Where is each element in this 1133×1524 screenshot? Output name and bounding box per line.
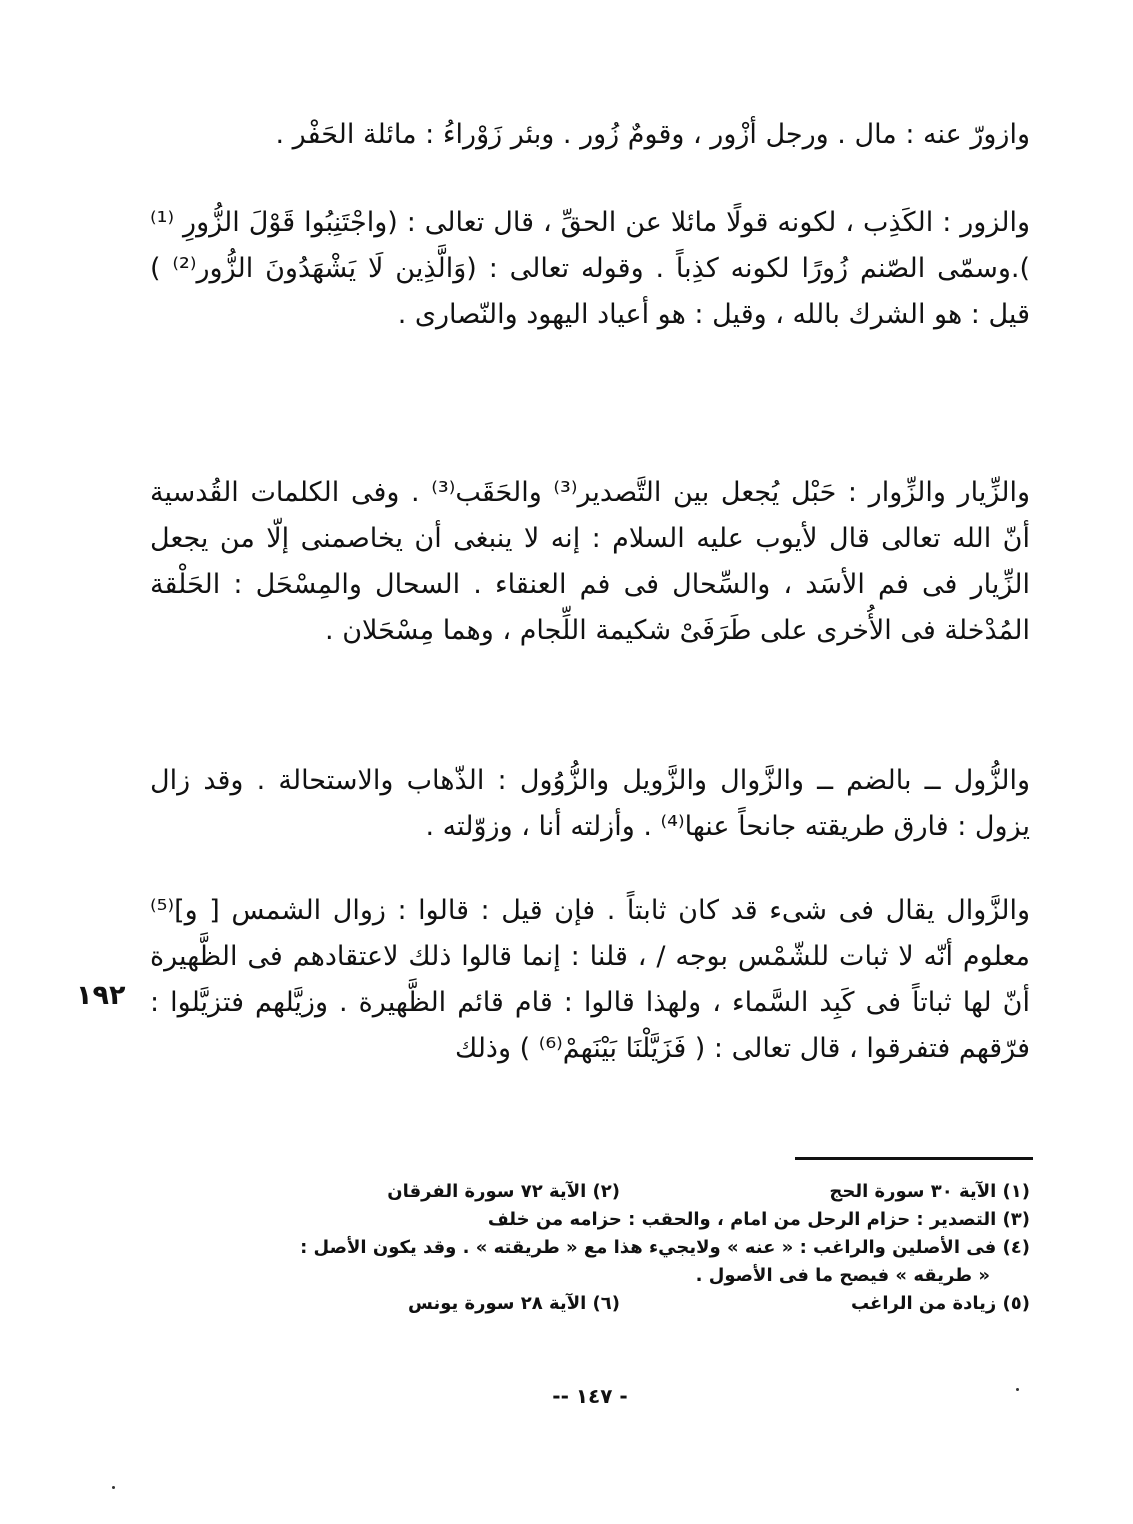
paragraph-2 xyxy=(150,200,1030,338)
page-number: - ١٤٧ -- xyxy=(552,1384,628,1408)
footnote-6: (٦) الآية ٢٨ سورة يونس xyxy=(408,1293,620,1314)
paragraph-1 xyxy=(150,112,1030,158)
footnote-2: (٢) الآية ٧٢ سورة الفرقان xyxy=(387,1181,620,1202)
paragraph-5-text: والزَّوال يقال فى شىء قد كان ثابتاً . فإن قيل : قالوا : زوال الشمس [ و]⁽⁵⁾ معلوم أنّه لا ثبات للشّمْس بوجه / ، قلنا : إنما قالوا ذلك لاعتقادهم فى الظَّهيرة أنّ لها ثباتاً فى كَبِد السَّماء ، ولهذا قالوا : قام قائم الظَّهيرة . وزيَّلهم فتزيَّلوا : فرّقهم فتفرقوا ، قال تعالى : ( فَزَيَّلْنَا بَيْنَهمْ⁽⁶⁾ ) وذلك xyxy=(150,895,1030,1064)
margin-page-reference: ١٩٢ xyxy=(76,980,126,1011)
footnotes xyxy=(150,1178,1030,1318)
footnote-1: (١) الآية ٣٠ سورة الحج xyxy=(829,1181,1030,1202)
paragraph-4-text: والزُّول ــ بالضم ــ والزَّوال والزَّويل والزُّوُول : الذّهاب والاستحالة . وقد زال يزول : فارق طريقته جانحاً عنها⁽⁴⁾ . وأزلته أنا ، وزوّلته . xyxy=(150,765,1030,842)
paragraph-3 xyxy=(150,470,1030,654)
paragraph-4 xyxy=(150,758,1030,850)
paragraph-2-text: والزور : الكَذِب ، لكونه قولًا مائلا عن الحقِّ ، قال تعالى : (واجْتَنِبُوا قَوْلَ الزُّورِ ⁽¹⁾ ).وسمّى الصّنم زُورًا لكونه كذِباً . وقوله تعالى : (وَالَّذِين لَا يَشْهَدُونَ الزُّور⁽²⁾ ) قيل : هو الشرك بالله ، وقيل : هو أعياد اليهود والنّصارى . xyxy=(150,207,1031,330)
footnote-4: (٤) فى الأصلين والراغب : « عنه » ولايجيء هذا مع « طريقته » . وقد يكون الأصل : xyxy=(300,1237,1030,1258)
footnote-separator xyxy=(795,1157,1033,1160)
scan-speck xyxy=(1016,1388,1019,1391)
paragraph-1-text: وازورّ عنه : مال . ورجل أزْور ، وقومٌ زُور . وبئر زَوْراءُ : مائلة الحَفْر . xyxy=(275,119,1030,150)
footnote-5: (٥) زيادة من الراغب xyxy=(851,1293,1030,1314)
footnote-3: (٣) التصدير : حزام الرحل من امام ، والحقب : حزامه من خلف xyxy=(487,1209,1030,1230)
paragraph-5 xyxy=(150,888,1030,1072)
footnote-4-continuation: « طريقه » فيصح ما فى الأصول . xyxy=(695,1265,990,1286)
footnote-row-1 xyxy=(150,1178,1030,1206)
paragraph-3-text: والزِّيار والزِّوار : حَبْل يُجعل بين التَّصدير⁽³⁾ والحَقَب⁽³⁾ . وفى الكلمات القُدسية أنّ الله تعالى قال لأيوب عليه السلام : إنه لا ينبغى أن يخاصمنى إلّا من يجعل الزِّيار فى فم الأسَد ، والسِّحال فى فم العنقاء . السحال والمِسْحَل : الحَلْقة المُدْخلة فى الأُخرى على طَرَفَىْ شكيمة اللِّجام ، وهما مِسْحَلان . xyxy=(150,477,1031,646)
scan-speck xyxy=(112,1486,115,1489)
footnote-row-4 xyxy=(150,1290,1030,1318)
